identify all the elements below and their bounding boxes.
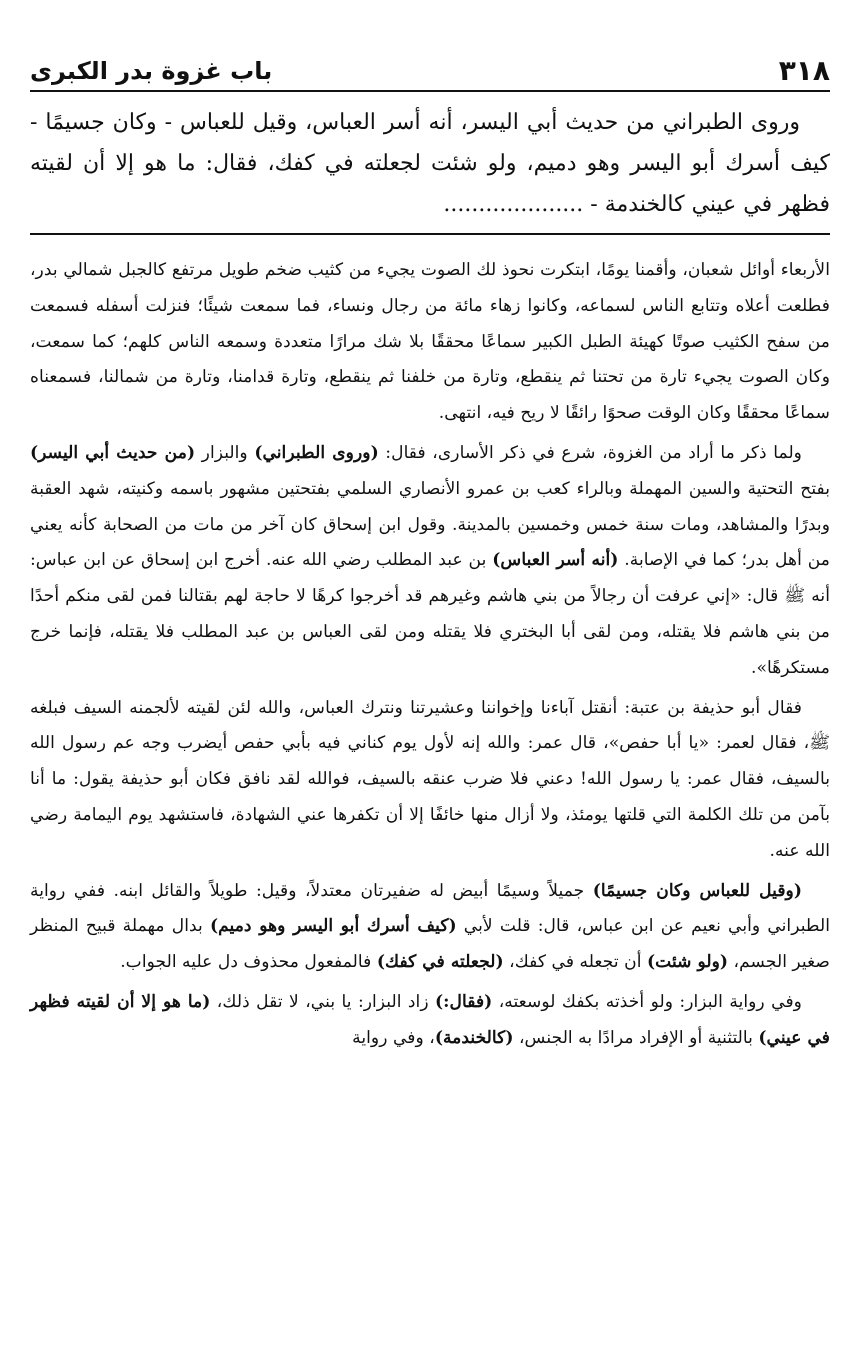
- chapter-title: باب غزوة بدر الكبرى: [30, 57, 273, 85]
- commentary-paragraph-1: [30, 253, 830, 432]
- commentary-block: [30, 235, 830, 1057]
- commentary-text: جميلاً وسيمًا أبيض له ضفيرتان معتدلاً، وقيل: طويلاً والقائل ابنه. ففي رواية الطبراني وأبي نعيم عن ابن عباس، قال: قلت لأبي: [30, 880, 830, 937]
- commentary-paragraph-3: [30, 691, 830, 870]
- commentary-text: بفتح التحتية والسين المهملة وبالراء كعب بن عمرو الأنصاري السلمي بفتحتين مشهور باسمه وكنيته، شهد العقبة وبدرًا والمشاهد، ومات سنة خمس وخمسين بالمدينة. وقول ابن إسحاق كان آخر من مات من الصحابة كأنه يعني من أهل بدر؛ كما في الإصابة.: [30, 478, 831, 571]
- quoted-phrase: (ما هو إلا أن لقيته فظهر في عيني): [30, 991, 830, 1048]
- quoted-phrase: (لجعلته في كفك): [376, 952, 504, 973]
- commentary-text: بالتثنية أو الإفراد مرادًا به الجنس،: [513, 1027, 759, 1048]
- commentary-paragraph-2: [30, 436, 830, 687]
- commentary-paragraph-5: [30, 985, 830, 1057]
- main-text-dots: ....................: [443, 192, 584, 217]
- page-number: ٣١٨: [778, 54, 830, 87]
- main-text: وروى الطبراني من حديث أبي اليسر، أنه أسر العباس، وقيل للعباس - وكان جسيمًا - كيف أسرك أبو اليسر وهو دميم، ولو شئت لجعلته في كفك، فقال: ما هو إلا أن لقيته فظهر في عيني كالخندمة -: [30, 110, 830, 217]
- quoted-phrase: (وقيل للعباس وكان جسيمًا): [592, 880, 802, 901]
- quoted-phrase: (كالخندمة): [434, 1027, 514, 1048]
- quoted-phrase: (أنه أسر العباس): [492, 550, 619, 571]
- commentary-text: بدال مهملة قبيح المنظر صغير الجسم،: [30, 916, 830, 973]
- commentary-text: أن تجعله في كفك،: [503, 952, 647, 973]
- commentary-text: والبزار: [195, 442, 255, 463]
- quoted-phrase: (ولو شئت): [646, 952, 729, 973]
- main-text-paragraph: [30, 102, 830, 225]
- commentary-text: فالمفعول محذوف دل عليه الجواب.: [120, 952, 377, 973]
- main-text-block: [30, 92, 830, 235]
- book-page: [30, 40, 830, 1061]
- commentary-text: ولما ذكر ما أراد من الغزوة، شرع في ذكر الأسارى، فقال:: [378, 442, 802, 463]
- commentary-text: ، وفي رواية: [352, 1027, 435, 1048]
- commentary-text: الأربعاء أوائل شعبان، وأقمنا يومًا، ابتكرت نحوذ لك الصوت يجيء من كثيب ضخم طويل مرتفع كالجبل شمالي بدر، فطلعت أعلاه وتتابع الناس لسماعه، وكانوا زهاء مائة من رجال ونساء، فما سمعت شيئًا؛ فنزلت أسفله فسمعت من سفح الكثيب صوتًا كهيئة الطبل الكبير سماعًا محققًا بلا شك مرارًا متعددة وسمعه الناس كلهم؛ كما سمعت، وكان الصوت يجيء تارة من تحتنا ثم ينقطع، وتارة من خلفنا ثم ينقطع، وتارة قدامنا، وتارة من شمالنا، فسمعناه سماعًا محققًا وكان الوقت صحوًا رائقًا لا ريح فيه، انتهى.: [30, 260, 830, 424]
- commentary-text: بن عبد المطلب رضي الله عنه. أخرج ابن إسحاق عن ابن عباس: أنه ﷺ قال: «إني عرفت أن رجالاً من بني هاشم وغيرهم قد أخرجوا كرهًا لا حاجة لهم بقتالنا فمن لقى منكم أحدًا من بني هاشم فلا يقتله، ومن لقى أبا البختري فلا يقتله ومن لقى العباس بن عبد المطلب فلا يقتله، فإنما خرج مستكرهًا».: [30, 550, 830, 678]
- commentary-text: وفي رواية البزار: ولو أخذته بكفك لوسعته،: [492, 991, 802, 1012]
- quoted-phrase: (فقال:): [435, 991, 493, 1012]
- quoted-phrase: (كيف أسرك أبو اليسر وهو دميم): [209, 916, 457, 937]
- running-header: [30, 40, 830, 92]
- quoted-phrase: (وروى الطبراني): [254, 442, 379, 463]
- commentary-text: فقال أبو حذيفة بن عتبة: أنقتل آباءنا وإخواننا وعشيرتنا ونترك العباس، والله لئن لقيته لألجمنه السيف فبلغه ﷺ، فقال لعمر: «يا أبا حفص»، قال عمر: والله إنه لأول يوم كناني فيه بأبي حفص أيضرب وجه عم رسول الله بالسيف، فقال عمر: يا رسول الله! دعني فلا ضرب عنقه بالسيف، فوالله لقد نافق فكان أبو حذيفة يقول: ما أنا بآمن من تلك الكلمة التي قلتها يومئذ، ولا أزال منها خائفًا إلا أن تكفرها عني الشهادة، فاستشهد يوم اليمامة رضي الله عنه.: [30, 697, 830, 861]
- commentary-paragraph-4: [30, 874, 830, 981]
- commentary-text: زاد البزار: يا بني، لا تقل ذلك،: [210, 991, 436, 1012]
- quoted-phrase: (من حديث أبي اليسر): [30, 442, 196, 463]
